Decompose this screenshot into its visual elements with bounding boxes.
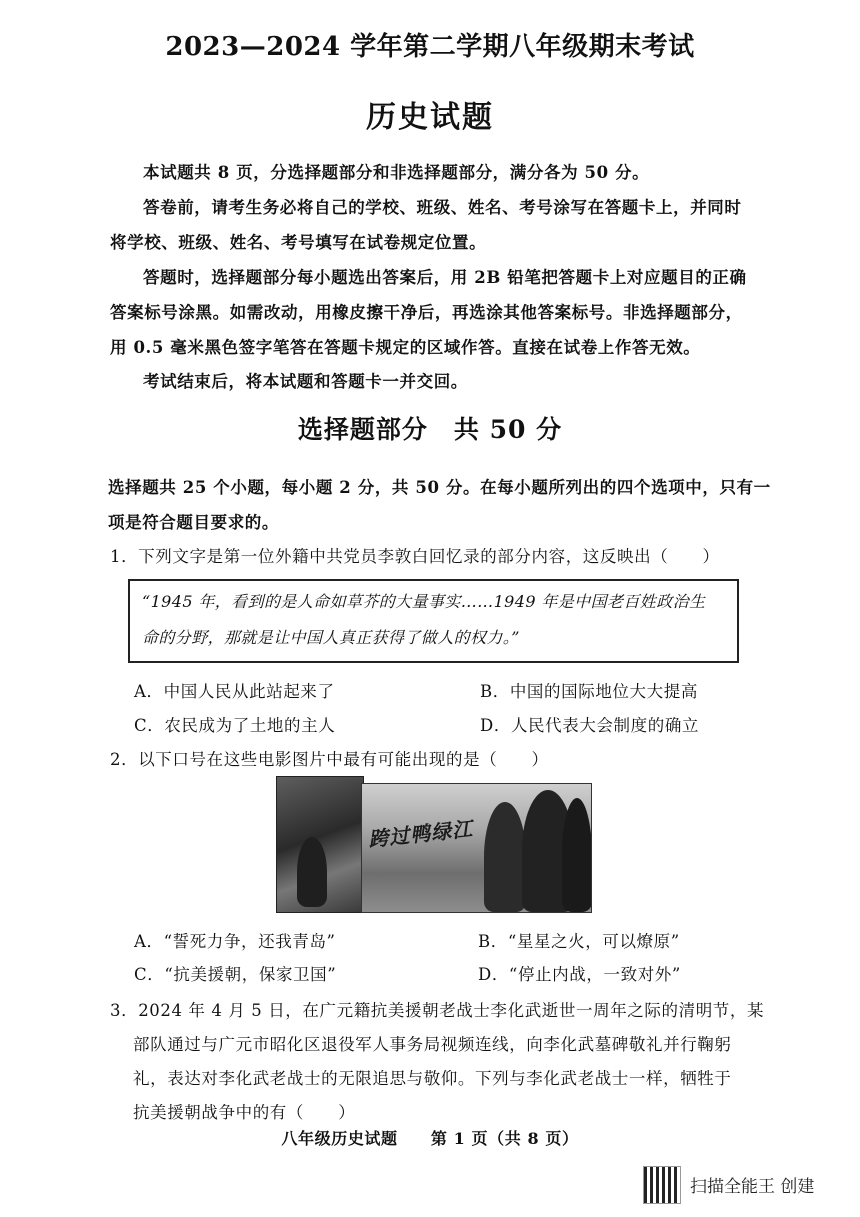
- film-figure-silhouette: [297, 837, 327, 907]
- page-footer: 八年级历史试题 第 1 页（共 8 页）: [281, 1129, 579, 1148]
- section-intro-line2: 项是符合题目要求的。: [108, 513, 279, 532]
- instruction-submit: 考试结束后，将本试题和答题卡一并交回。: [143, 372, 468, 391]
- instruction-answer-line1: 答题时，选择题部分每小题选出答案后，用 2B 铅笔把答题卡上对应题目的正确: [143, 268, 747, 287]
- question-1-option-c: C．农民成为了土地的主人: [134, 716, 336, 735]
- instruction-answer-line2: 答案标号涂黑。如需改动，用橡皮擦干净后，再选涂其他答案标号。非选择题部分，: [110, 303, 743, 322]
- question-3-stem-line2: 部队通过与广元市昭化区退役军人事务局视频连线，向李化武墓碑敬礼并行鞠躬: [133, 1035, 732, 1054]
- question-1-stem: 1．下列文字是第一位外籍中共党员李敦白回忆录的部分内容，这反映出（ ）: [110, 547, 720, 566]
- instruction-fill-line2: 将学校、班级、姓名、考号填写在试卷规定位置。: [110, 233, 487, 252]
- question-1-quote-line1: “1945 年，看到的是人命如草芥的大量事实……1949 年是中国老百姓政治生: [142, 592, 706, 611]
- instruction-fill-line1: 答卷前，请考生务必将自己的学校、班级、姓名、考号涂写在答题卡上，并同时: [143, 198, 742, 217]
- question-1-quote-line2: 命的分野，那就是让中国人真正获得了做人的权力。”: [142, 628, 520, 647]
- qr-code-icon: [643, 1166, 681, 1204]
- question-3-stem-line4: 抗美援朝战争中的有（ ）: [133, 1103, 356, 1122]
- question-2-option-b: B．“星星之火，可以燎原”: [478, 932, 680, 951]
- film-poster-left-image: [276, 776, 364, 913]
- section-heading: 选择题部分 共 50 分: [297, 415, 563, 444]
- film-poster-right-image: [361, 783, 592, 913]
- film-figure-soldier-1: [484, 802, 526, 912]
- instruction-pages: 本试题共 8 页，分选择题部分和非选择题部分，满分各为 50 分。: [143, 163, 650, 182]
- question-1-quote-box: [128, 579, 739, 663]
- question-1-option-d: D．人民代表大会制度的确立: [480, 716, 700, 735]
- question-2-option-a: A．“誓死力争，还我青岛”: [134, 932, 336, 951]
- question-2-option-d: D．“停止内战，一致对外”: [478, 965, 681, 984]
- question-2-option-c: C．“抗美援朝，保家卫国”: [134, 965, 337, 984]
- film-title-caption: 跨过鸭绿江: [367, 816, 475, 852]
- exam-title: 2023—2024 学年第二学期八年级期末考试: [165, 32, 695, 62]
- scanner-watermark: 扫描全能王 创建: [690, 1177, 815, 1197]
- question-3-stem-line1: 3．2024 年 4 月 5 日，在广元籍抗美援朝老战士李化武逝世一周年之际的清明节，某: [110, 1001, 765, 1020]
- question-1-option-b: B．中国的国际地位大大提高: [480, 682, 698, 701]
- question-1-option-a: A．中国人民从此站起来了: [134, 682, 335, 701]
- film-figure-soldier-3: [562, 798, 592, 912]
- section-intro-line1: 选择题共 25 个小题，每小题 2 分，共 50 分。在每小题所列出的四个选项中，只有一: [108, 478, 771, 497]
- instruction-answer-line3: 用 0.5 毫米黑色签字笔答在答题卡规定的区域作答。直接在试卷上作答无效。: [110, 338, 701, 357]
- question-3-stem-line3: 礼，表达对李化武老战士的无限追思与敬仰。下列与李化武老战士一样，牺牲于: [133, 1069, 732, 1088]
- question-2-stem: 2．以下口号在这些电影图片中最有可能出现的是（ ）: [110, 750, 549, 769]
- exam-subject: 历史试题: [366, 100, 494, 135]
